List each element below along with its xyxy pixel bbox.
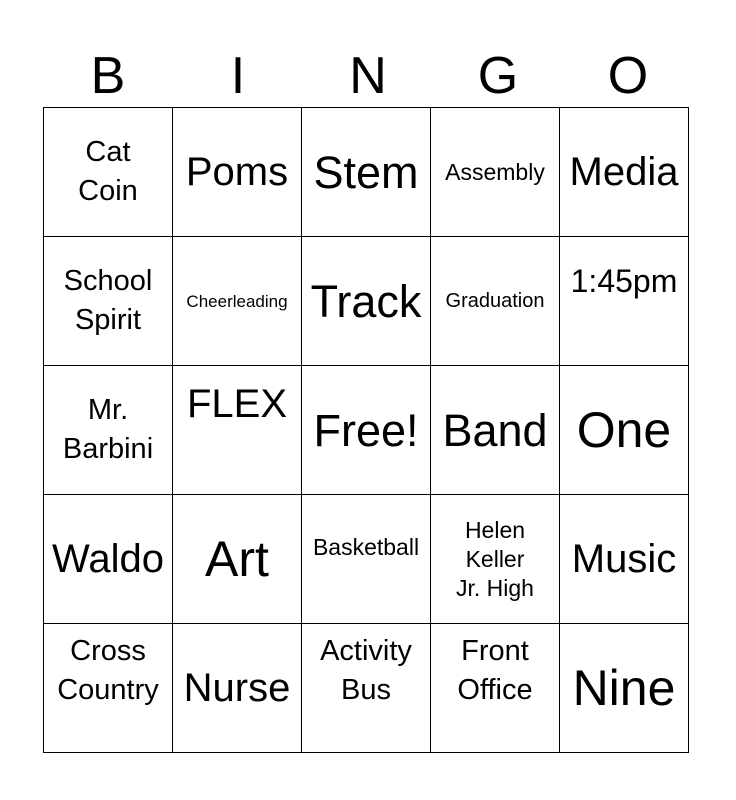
cell-text: Assembly <box>445 158 545 185</box>
header-letter-i: I <box>230 47 246 105</box>
cell-text: Country <box>57 674 159 706</box>
cell-text: Cheerleading <box>186 291 288 311</box>
cell-text: 1:45pm <box>570 263 678 299</box>
cell-cat-coin[interactable] <box>44 108 173 237</box>
cell-text: Bus <box>341 674 391 706</box>
cell-time[interactable] <box>560 237 689 366</box>
cell-poms[interactable] <box>173 108 302 237</box>
cell-text: Cat <box>85 136 131 168</box>
cell-front-office[interactable] <box>431 624 560 753</box>
cell-text: One <box>576 402 672 458</box>
cell-text: Media <box>569 150 679 194</box>
cell-text: Office <box>457 674 533 706</box>
cell-text: Activity <box>320 635 412 667</box>
cell-text: Stem <box>313 146 419 198</box>
cell-cheerleading[interactable] <box>173 237 302 366</box>
header-letter-n: N <box>349 47 387 105</box>
cell-text: Basketball <box>312 534 420 560</box>
cell-school-spirit[interactable] <box>44 237 173 366</box>
cell-graduation[interactable] <box>431 237 560 366</box>
cell-stem[interactable] <box>302 108 431 237</box>
cell-one[interactable] <box>560 366 689 495</box>
cell-activity-bus[interactable] <box>302 624 431 753</box>
cell-text: Keller <box>465 545 525 572</box>
cell-text: Helen <box>464 516 526 543</box>
cell-assembly[interactable] <box>431 108 560 237</box>
header-letter-o: O <box>607 47 649 105</box>
cell-nine[interactable] <box>560 624 689 753</box>
cell-track[interactable] <box>302 237 431 366</box>
cell-text: Music <box>571 537 677 581</box>
cell-text: Art <box>205 531 269 587</box>
cell-basketball[interactable] <box>302 495 431 624</box>
grid-row <box>44 366 689 495</box>
cell-text: Cross <box>70 635 146 667</box>
cell-art[interactable] <box>173 495 302 624</box>
cell-music[interactable] <box>560 495 689 624</box>
cell-flex[interactable] <box>173 366 302 495</box>
grid-row <box>44 495 689 624</box>
grid-row <box>44 624 689 753</box>
header-letter-g: G <box>477 47 519 105</box>
cell-media[interactable] <box>560 108 689 237</box>
cell-text: Band <box>442 404 548 456</box>
cell-text: Nine <box>572 660 676 716</box>
header-letter-b: B <box>90 47 126 105</box>
cell-waldo[interactable] <box>44 495 173 624</box>
cell-helen-keller[interactable] <box>431 495 560 624</box>
cell-band[interactable] <box>431 366 560 495</box>
cell-text: Free! <box>313 404 419 456</box>
cell-text: Track <box>310 275 422 327</box>
cell-text: FLEX <box>186 382 288 426</box>
grid-row <box>44 108 689 237</box>
grid-row <box>44 237 689 366</box>
cell-mr-barbini[interactable] <box>44 366 173 495</box>
cell-text: Jr. High <box>456 574 534 601</box>
cell-cross-country[interactable] <box>44 624 173 753</box>
cell-text: Poms <box>185 150 289 194</box>
bingo-card <box>43 107 689 753</box>
bingo-header <box>43 44 693 108</box>
cell-text: Graduation <box>445 289 545 312</box>
cell-nurse[interactable] <box>173 624 302 753</box>
cell-text: Coin <box>78 175 138 207</box>
cell-text: Spirit <box>74 304 142 336</box>
cell-text: Barbini <box>62 433 154 465</box>
cell-text: Nurse <box>183 666 291 710</box>
cell-text: Mr. <box>87 394 129 426</box>
cell-text: School <box>63 265 153 297</box>
cell-free[interactable] <box>302 366 431 495</box>
cell-text: Front <box>461 635 529 667</box>
cell-text: Waldo <box>52 537 164 581</box>
